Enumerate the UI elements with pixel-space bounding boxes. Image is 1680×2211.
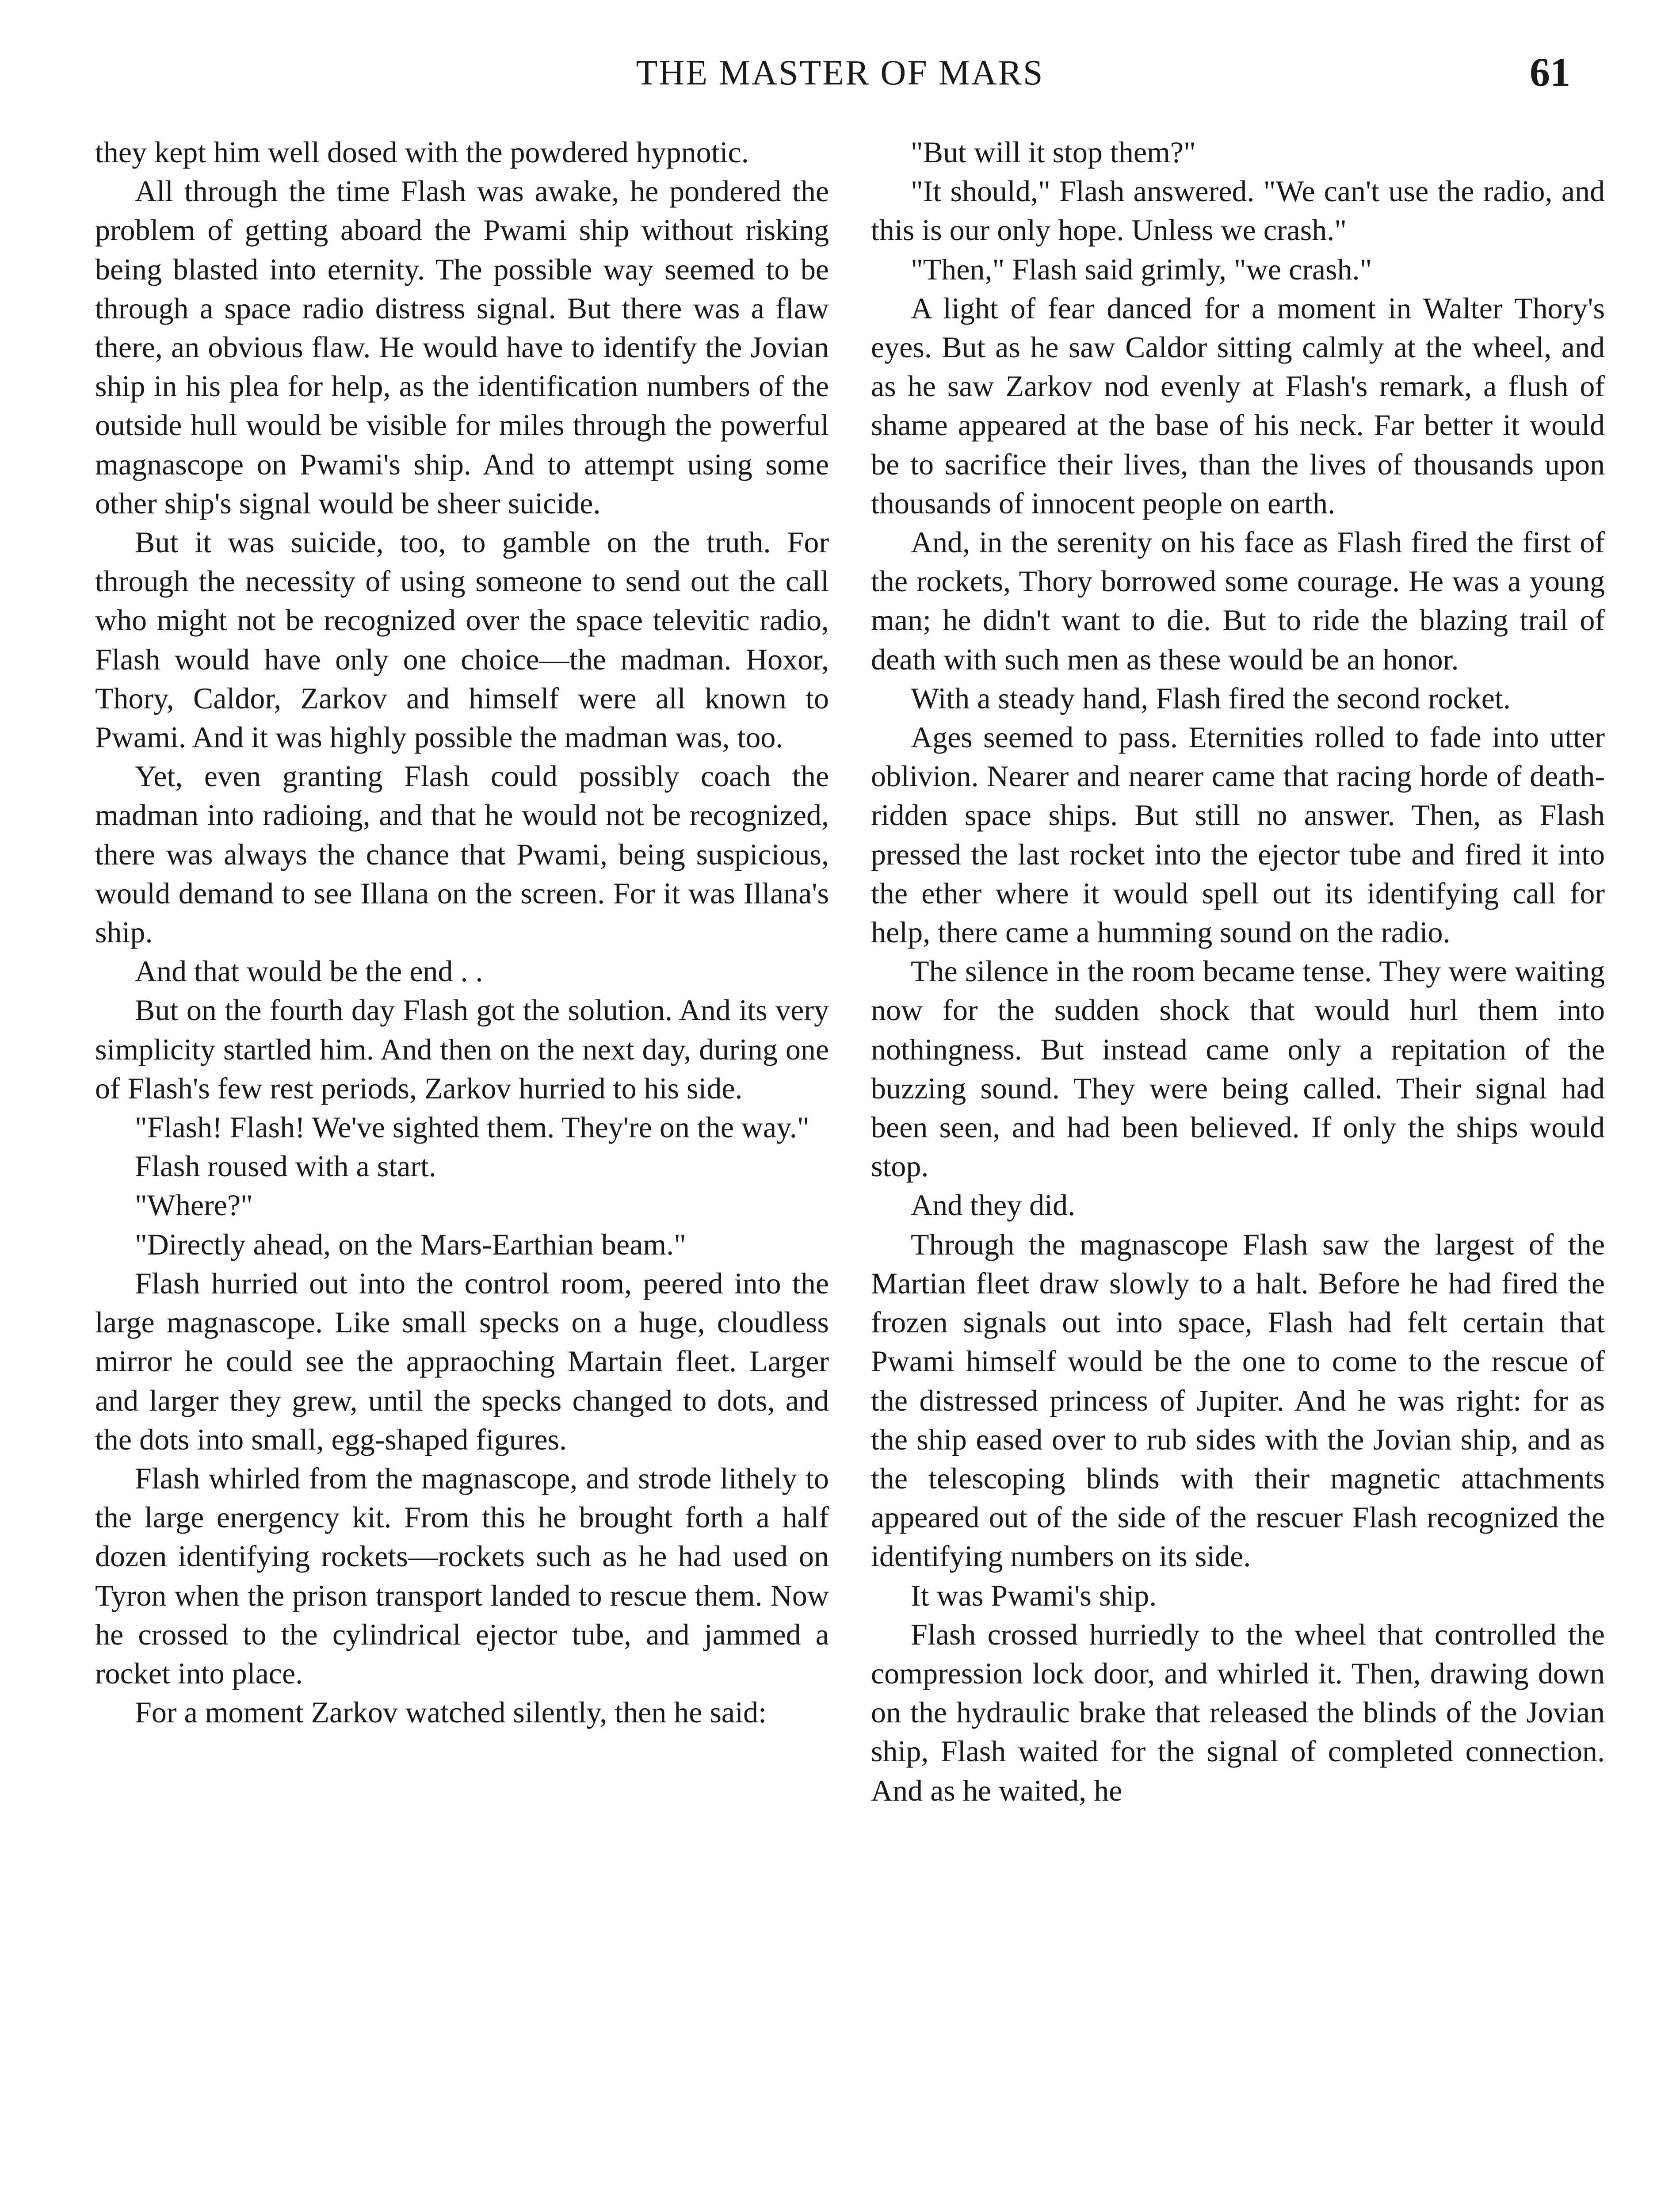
page-header — [0, 50, 1680, 106]
paragraph: But on the fourth day Flash got the solution. And its very simplicity startled him. And then on the next day, during one of Flash's few rest periods, Zarkov hurried to his side. — [95, 993, 829, 1105]
left-column — [95, 133, 829, 1732]
paragraph: Flash crossed hurriedly to the wheel that controlled the compression lock door, and whirled it. Then, drawing down on the hydraulic brake that released the blinds of the Jovian ship, Flash waited for the signal of completed connection. And as he waited, he — [871, 1617, 1605, 1807]
paragraph: they kept him well dosed with the powdered hypnotic. — [95, 135, 749, 169]
paragraph: Flash roused with a start. — [135, 1149, 436, 1183]
paragraph: And, in the serenity on his face as Flash fired the first of the rockets, Thory borrowed some courage. He was a young man; he didn't want to die. But to ride the blazing trail of death with such men as these would be an honor. — [871, 525, 1605, 676]
paragraph: Flash whirled from the magnascope, and strode lithely to the large energency kit. From this he brought forth a half dozen identifying rockets—rockets such as he had used on Tyron when the prison transport landed to rescue them. Now he crossed to the cylindrical ejector tube, and jammed a rocket into place. — [95, 1461, 829, 1690]
paragraph: Ages seemed to pass. Eternities rolled to fade into utter oblivion. Nearer and nearer came that racing horde of death-ridden space ships. But still no answer. Then, as Flash pressed the last rocket into the ejector tube and fired it into the ether where it would spell out its identifying call for help, there came a humming sound on the radio. — [871, 720, 1605, 949]
paragraph: The silence in the room became tense. They were waiting now for the sudden shock that would hurl them into nothingness. But instead came only a repitation of the buzzing sound. They were being called. Their signal had been seen, and had been believed. If only the ships would stop. — [871, 954, 1605, 1183]
paragraph: "But will it stop them?" — [911, 135, 1196, 169]
paragraph: With a steady hand, Flash fired the second rocket. — [911, 681, 1511, 715]
right-column — [871, 133, 1605, 1810]
paragraph: All through the time Flash was awake, he pondered the problem of getting aboard the Pwami ship without risking being blasted into eternity. The possible way seemed to be through a space radio distress signal. But there was a flaw there, an obvious flaw. He would have to identify the Jovian ship in his plea for help, as the identification numbers of the outside hull would be visible for miles through the powerful magnascope on Pwami's ship. And to attempt using some other ship's signal would be sheer suicide. — [95, 174, 829, 520]
paragraph: A light of fear danced for a moment in Walter Thory's eyes. But as he saw Caldor sitting calmly at the wheel, and as he saw Zarkov nod evenly at Flash's remark, a flush of shame appeared at the base of his neck. Far better it would be to sacrifice their lives, than the lives of thousands upon thousands of innocent people on earth. — [871, 291, 1605, 520]
paragraph: Yet, even granting Flash could possibly coach the madman into radioing, and that he would not be recognized, there was always the chance that Pwami, being suspicious, would demand to see Illana on the screen. For it was Illana's ship. — [95, 759, 829, 949]
paragraph: And that would be the end . . — [135, 954, 483, 988]
paragraph: For a moment Zarkov watched silently, then he said: — [135, 1695, 767, 1729]
paragraph: "Then," Flash said grimly, "we crash." — [911, 252, 1372, 286]
paragraph: "Directly ahead, on the Mars-Earthian beam." — [135, 1227, 686, 1261]
paragraph: And they did. — [911, 1188, 1076, 1222]
paragraph: But it was suicide, too, to gamble on the truth. For through the necessity of using someone to send out the call who might not be recognized over the space televitic radio, Flash would have only one choice—the madman. Hoxor, Thory, Caldor, Zarkov and himself were all known to Pwami. And it was highly possible the madman was, too. — [95, 525, 829, 754]
page-number: 61 — [1530, 50, 1570, 95]
paragraph: "Where?" — [135, 1188, 253, 1222]
paragraph: Flash hurried out into the control room, peered into the large magnascope. Like small specks on a huge, cloudless mirror he could see the appraoching Martain fleet. Larger and larger they grew, until the specks changed to dots, and the dots into small, egg-shaped figures. — [95, 1266, 829, 1456]
paragraph: Through the magnascope Flash saw the largest of the Martian fleet draw slowly to a halt. Before he had fired the frozen signals out into space, Flash had felt certain that Pwami himself would be the one to come to the rescue of the distressed princess of Jupiter. And he was right: for as the ship eased over to rub sides with the Jovian ship, and as the telescoping blinds with their magnetic attachments appeared out of the side of the rescuer Flash recognized the identifying numbers on its side. — [871, 1227, 1605, 1573]
paragraph: It was Pwami's ship. — [911, 1578, 1157, 1612]
paragraph: "Flash! Flash! We've sighted them. They're on the way." — [135, 1110, 809, 1144]
running-title: THE MASTER OF MARS — [636, 54, 1044, 92]
paragraph: "It should," Flash answered. "We can't use the radio, and this is our only hope. Unless we crash." — [871, 174, 1605, 247]
